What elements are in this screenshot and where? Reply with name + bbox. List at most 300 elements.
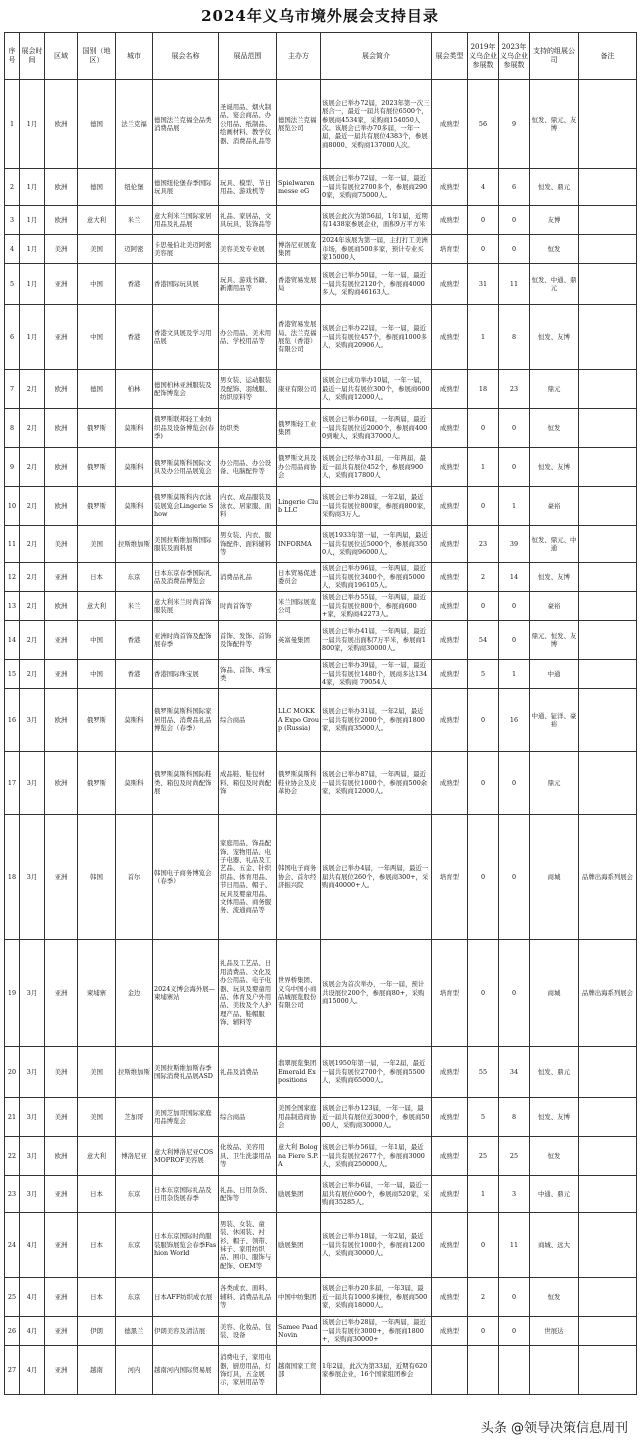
table-header-row: [5, 33, 637, 80]
count-2023-cell: 14: [499, 563, 530, 592]
company-cell: 鼎元、恒发、友博: [530, 621, 579, 660]
note-cell: [579, 235, 637, 264]
count-2023-cell: 9: [499, 80, 530, 169]
scope-cell: 时尚首饰等: [219, 592, 277, 621]
header-cell: 展会名称: [153, 33, 219, 80]
month-cell: 3月: [20, 815, 45, 940]
company-cell: 恒发、鼎元: [530, 169, 579, 206]
month-cell: 2月: [20, 370, 45, 409]
region-cell: 欧洲: [45, 370, 78, 409]
city-cell: 米兰: [116, 206, 153, 235]
country-cell: 美国: [78, 526, 116, 563]
seq-cell: 25: [5, 1278, 20, 1317]
type-cell: 成熟型: [432, 448, 468, 487]
company-cell: 恒发: [530, 1137, 579, 1176]
intro-cell: 该展会为首次举办，一年一届，预计共设展位200个，参展商80+，采购商15000人。: [321, 940, 432, 1047]
note-cell: [579, 660, 637, 689]
scope-cell: 礼品、家居品，文具玩具，装饰品等: [219, 206, 277, 235]
intro-cell: 该展会已举办18届，一年2届，最近一届共有展位1000个，参展商1200人，采购商30000人。: [321, 1213, 432, 1278]
region-cell: 欧洲: [45, 169, 78, 206]
region-cell: 亚洲: [45, 815, 78, 940]
table-row: [5, 80, 637, 169]
region-cell: 欧洲: [45, 752, 78, 815]
header-cell: 2023年义乌企业参展数: [499, 33, 530, 80]
intro-cell: 该展会已经举办31届，一年两届，最近一届共有展位452个，参展商900人，采购商17800人: [321, 448, 432, 487]
region-cell: 美洲: [45, 1047, 78, 1098]
seq-cell: 27: [5, 1346, 20, 1395]
country-cell: 意大利: [78, 206, 116, 235]
organizer-cell: 美国全国家庭用品制造商协会: [277, 1098, 321, 1137]
seq-cell: 2: [5, 169, 20, 206]
fair-name-cell: 俄罗斯联邦轻工业纺织品及设备博览会(春季): [153, 409, 219, 448]
table-row: [5, 940, 637, 1047]
table-row: [5, 206, 637, 235]
organizer-cell: 英富曼集团: [277, 621, 321, 660]
scope-cell: 办公用品、美术用品、学校用品等: [219, 305, 277, 370]
city-cell: 莫斯科: [116, 448, 153, 487]
scope-cell: 消费品礼品: [219, 563, 277, 592]
region-cell: 欧洲: [45, 592, 78, 621]
region-cell: 亚洲: [45, 940, 78, 1047]
organizer-cell: 励展集团: [277, 1176, 321, 1213]
seq-cell: 13: [5, 592, 20, 621]
seq-cell: 17: [5, 752, 20, 815]
city-cell: 东京: [116, 1213, 153, 1278]
month-cell: 4月: [20, 1278, 45, 1317]
table-row: [5, 660, 637, 689]
note-cell: [579, 264, 637, 305]
month-cell: 1月: [20, 235, 45, 264]
fair-name-cell: 越南河内国际贸易展: [153, 1346, 219, 1395]
country-cell: 德国: [78, 169, 116, 206]
company-cell: 友博: [530, 206, 579, 235]
scope-cell: 美容美发专业展: [219, 235, 277, 264]
city-cell: 法兰克福: [116, 80, 153, 169]
country-cell: 伊朗: [78, 1317, 116, 1346]
city-cell: 德黑兰: [116, 1317, 153, 1346]
seq-cell: 7: [5, 370, 20, 409]
seq-cell: 3: [5, 206, 20, 235]
city-cell: 莫斯科: [116, 752, 153, 815]
fair-name-cell: 意大利米兰时尚首饰服装展: [153, 592, 219, 621]
header-cell: 2019年义乌企业参展数: [468, 33, 499, 80]
organizer-cell: 世界桥集团、义乌中国小商品城展览股份有限公司: [277, 940, 321, 1047]
company-cell: 恒发、友博: [530, 1098, 579, 1137]
scope-cell: 圣诞用品、烟火制品、宴会商品、办公用品、纸制品、绘画材料、教学仪器、消费品礼品等: [219, 80, 277, 169]
intro-cell: 该展会已成功举办10届，一年一届，最近一届共有展位300个，参展商600人，采购商12000人。: [321, 370, 432, 409]
organizer-cell: 翡翠展览集团 Emerald Expositions: [277, 1047, 321, 1098]
region-cell: 亚洲: [45, 660, 78, 689]
count-2023-cell: 0: [499, 621, 530, 660]
month-cell: 3月: [20, 689, 45, 752]
company-cell: 世展达: [530, 1317, 579, 1346]
country-cell: 美国: [78, 235, 116, 264]
city-cell: 米兰: [116, 592, 153, 621]
count-2019-cell: 56: [468, 80, 499, 169]
count-2019-cell: 0: [468, 1213, 499, 1278]
company-cell: 恒发、鼎元、友博: [530, 80, 579, 169]
city-cell: 迈阿密: [116, 235, 153, 264]
intro-cell: 该展会已举办72届，一年一届，最近一届共有展位2700多个，参展商2900家，采购商75000人。: [321, 169, 432, 206]
month-cell: 2月: [20, 592, 45, 621]
month-cell: 3月: [20, 1047, 45, 1098]
country-cell: 日本: [78, 563, 116, 592]
organizer-cell: 越南国家工贸部: [277, 1346, 321, 1395]
seq-cell: 15: [5, 660, 20, 689]
month-cell: 1月: [20, 305, 45, 370]
month-cell: 4月: [20, 1346, 45, 1395]
type-cell: 培育型: [432, 940, 468, 1047]
fair-name-cell: 伊朗美容及清洁展: [153, 1317, 219, 1346]
count-2023-cell: 0: [499, 235, 530, 264]
note-cell: [579, 370, 637, 409]
seq-cell: 6: [5, 305, 20, 370]
region-cell: 亚洲: [45, 563, 78, 592]
count-2019-cell: 23: [468, 526, 499, 563]
fair-name-cell: 俄罗斯莫斯科国际家居用品、消费品礼品博览会（春季）: [153, 689, 219, 752]
country-cell: 俄罗斯: [78, 409, 116, 448]
fair-name-cell: 意大利米兰国际家居用品及礼品展: [153, 206, 219, 235]
count-2019-cell: 1: [468, 1176, 499, 1213]
scope-cell: 首饰、发饰、首饰及饰配件等: [219, 621, 277, 660]
region-cell: 亚洲: [45, 1317, 78, 1346]
table-row: [5, 1098, 637, 1137]
scope-cell: 玩具、游戏书籍、新潮用品等: [219, 264, 277, 305]
count-2023-cell: 25: [499, 1137, 530, 1176]
fair-name-cell: 俄罗斯莫斯科国际文具及办公用品展览会: [153, 448, 219, 487]
seq-cell: 10: [5, 487, 20, 526]
fair-name-cell: 日本AFF纺织成衣展: [153, 1278, 219, 1317]
intro-cell: 该展会已举办96届，一年两届，最近一届共有展位3400个，参展商5000人，采购商196105人。: [321, 563, 432, 592]
scope-cell: 礼品、日用杂货、配饰等: [219, 1176, 277, 1213]
count-2019-cell: [468, 1346, 499, 1395]
company-cell: 恒发、友博: [530, 305, 579, 370]
seq-cell: 14: [5, 621, 20, 660]
count-2023-cell: 1: [499, 487, 530, 526]
count-2019-cell: 0: [468, 592, 499, 621]
type-cell: [432, 1346, 468, 1395]
organizer-cell: 日本贸易促进委员会: [277, 563, 321, 592]
organizer-cell: LLC MOKKA Expo Group (Russia): [277, 689, 321, 752]
fair-name-cell: 美国拉斯维加斯春季国际消费礼品展ASD: [153, 1047, 219, 1098]
count-2019-cell: 2: [468, 563, 499, 592]
fair-name-cell: 意大利博洛尼亚COSMOPROF美容展: [153, 1137, 219, 1176]
intro-cell: 该展会已举办60届，一年两届，最近一届共有展位近2000个，参展商4000到啦人，采购商37000人。: [321, 409, 432, 448]
note-cell: [579, 80, 637, 169]
header-cell: 备注: [579, 33, 637, 80]
scope-cell: 饰品、首饰、珠宝类: [219, 660, 277, 689]
month-cell: 2月: [20, 409, 45, 448]
scope-cell: 各类成衣、面料、辅料、消费品礼品等: [219, 1278, 277, 1317]
scope-cell: 礼品及消费品: [219, 1047, 277, 1098]
month-cell: 2月: [20, 660, 45, 689]
country-cell: 俄罗斯: [78, 752, 116, 815]
note-cell: [579, 1098, 637, 1137]
note-cell: [579, 169, 637, 206]
type-cell: 成熟型: [432, 660, 468, 689]
intro-cell: 该展会已举办6届，一年一届，最近一届共有展位600个，参展商520家，采购商35285人。: [321, 1176, 432, 1213]
fair-name-cell: 日本东京国际礼品及日用杂货展春季: [153, 1176, 219, 1213]
month-cell: 1月: [20, 264, 45, 305]
count-2023-cell: 3: [499, 1176, 530, 1213]
intro-cell: 该展会已举办28届，一年两届，最近一届共有展位3000+，参展商1800+，采购商30000+: [321, 1317, 432, 1346]
organizer-cell: INFORMA: [277, 526, 321, 563]
type-cell: 成熟型: [432, 206, 468, 235]
month-cell: 2月: [20, 563, 45, 592]
scope-cell: 纺织类: [219, 409, 277, 448]
city-cell: 香港: [116, 305, 153, 370]
region-cell: 亚洲: [45, 621, 78, 660]
organizer-cell: 励展集团: [277, 1213, 321, 1278]
count-2019-cell: 5: [468, 1098, 499, 1137]
city-cell: 莫斯科: [116, 487, 153, 526]
organizer-cell: 香港贸易发展局、法兰克福展览（香港）有限公司: [277, 305, 321, 370]
intro-cell: 2024年该展为第一届，主打打工美洲市场，参展商500多家，预计专业买家15000人: [321, 235, 432, 264]
organizer-cell: 俄罗斯文具及办公用品商协会: [277, 448, 321, 487]
table-row: [5, 1047, 637, 1098]
intro-cell: 1年2届，此次为第33届，近期有620家参展企业，16个国家组团参会: [321, 1346, 432, 1395]
company-cell: 中通、鼎元: [530, 1176, 579, 1213]
type-cell: 成熟型: [432, 487, 468, 526]
header-cell: 展品范围: [219, 33, 277, 80]
count-2023-cell: 16: [499, 689, 530, 752]
seq-cell: 24: [5, 1213, 20, 1278]
count-2023-cell: 11: [499, 1213, 530, 1278]
count-2023-cell: [499, 1346, 530, 1395]
month-cell: 2月: [20, 487, 45, 526]
count-2023-cell: 0: [499, 1317, 530, 1346]
table-row: [5, 448, 637, 487]
count-2019-cell: 31: [468, 264, 499, 305]
company-cell: 恒发、友博: [530, 448, 579, 487]
table-row: [5, 621, 637, 660]
table-row: [5, 1346, 637, 1395]
organizer-cell: 米兰国际展览公司: [277, 592, 321, 621]
company-cell: 商城: [530, 815, 579, 940]
country-cell: 德国: [78, 80, 116, 169]
intro-cell: 该展会已举办41届，一年两届，最近一届共有展出面积7万平米，参展商1800家，采购商30000人。: [321, 621, 432, 660]
seq-cell: 19: [5, 940, 20, 1047]
header-cell: 区域: [45, 33, 78, 80]
note-cell: [579, 592, 637, 621]
company-cell: 恒发、中通、鼎元: [530, 264, 579, 305]
seq-cell: 1: [5, 80, 20, 169]
note-cell: [579, 448, 637, 487]
scope-cell: 男女装、运动服装及配饰、羽绒服、纺织原料等: [219, 370, 277, 409]
fair-name-cell: 德国法兰克福全品类消费品展: [153, 80, 219, 169]
count-2019-cell: 2: [468, 1278, 499, 1317]
region-cell: 亚洲: [45, 264, 78, 305]
fair-name-cell: 美国芝加哥国际家庭用品博览会: [153, 1098, 219, 1137]
intro-cell: 该展会已举办55届，一年两届，最近一届共有展位800个，参展商600+家，采购商42273人。: [321, 592, 432, 621]
count-2023-cell: 0: [499, 448, 530, 487]
type-cell: 成熟型: [432, 563, 468, 592]
type-cell: 成熟型: [432, 169, 468, 206]
note-cell: [579, 1176, 637, 1213]
organizer-cell: 韩国电子商务协会、首尔经济振兴院: [277, 815, 321, 940]
country-cell: 美国: [78, 1047, 116, 1098]
fair-name-cell: 俄罗斯莫斯科内衣泳装展览会Lingerie Show: [153, 487, 219, 526]
seq-cell: 4: [5, 235, 20, 264]
type-cell: 成熟型: [432, 1278, 468, 1317]
table-row: [5, 169, 637, 206]
month-cell: 3月: [20, 1176, 45, 1213]
city-cell: 芝加哥: [116, 1098, 153, 1137]
scope-cell: 家庭用品、饰品配饰、宠物用品、电子电器、礼品及工艺品、五金、针织织品、体育用品、节日用品、帽子、玩具及婴童用品、文体用品、商务服务、流通商品等: [219, 815, 277, 940]
count-2023-cell: 6: [499, 169, 530, 206]
seq-cell: 23: [5, 1176, 20, 1213]
month-cell: 1月: [20, 80, 45, 169]
intro-cell: 该展会已举办56届，一年1届，最近一届共有展位2677个，参展商3000人，采购商250000人。: [321, 1137, 432, 1176]
fair-name-cell: 香港国际玩具展: [153, 264, 219, 305]
city-cell: 拉斯维加斯: [116, 1047, 153, 1098]
note-cell: [579, 1137, 637, 1176]
scope-cell: 成品鞋、鞋包材料、箱包及时尚配饰: [219, 752, 277, 815]
intro-cell: 该展会已举办72届，2023年第一次三展合一，最近一届共有展位6500个，参展商4534家，采购商154050人次。该展会已举办70多届，一年一届，最近一届共有展位4383个，参展商8000、采购商137000人次。: [321, 80, 432, 169]
note-cell: 品牌出海系列展会: [579, 940, 637, 1047]
table-row: [5, 487, 637, 526]
region-cell: 欧洲: [45, 206, 78, 235]
month-cell: 1月: [20, 206, 45, 235]
country-cell: 中国: [78, 660, 116, 689]
count-2023-cell: 0: [499, 815, 530, 940]
type-cell: 成熟型: [432, 1176, 468, 1213]
count-2023-cell: 0: [499, 206, 530, 235]
city-cell: 博洛尼亚: [116, 1137, 153, 1176]
month-cell: 3月: [20, 1137, 45, 1176]
count-2023-cell: 34: [499, 1047, 530, 1098]
scope-cell: 综合商品: [219, 1098, 277, 1137]
region-cell: 美洲: [45, 235, 78, 264]
note-cell: [579, 752, 637, 815]
city-cell: 莫斯科: [116, 689, 153, 752]
organizer-cell: 中国中纺集团: [277, 1278, 321, 1317]
company-cell: 中通、钲洋、豪裕: [530, 689, 579, 752]
table-row: [5, 370, 637, 409]
scope-cell: 礼品及工艺品、日用消费品、文化及办公用品、电子电器、玩具及婴童用品、体育及户外用品、美妆及个人护理产品、鞋帽服饰、辅料等: [219, 940, 277, 1047]
type-cell: 成熟型: [432, 305, 468, 370]
count-2023-cell: 0: [499, 409, 530, 448]
table-row: [5, 235, 637, 264]
country-cell: 日本: [78, 1176, 116, 1213]
intro-cell: 该展会此次为第56届，1年1届，近期有1438家参展企业，面积9万平方米: [321, 206, 432, 235]
fair-name-cell: 2024义博会海外展—柬埔寨站: [153, 940, 219, 1047]
company-cell: 恒发: [530, 1278, 579, 1317]
fair-name-cell: 香港国际珠宝展: [153, 660, 219, 689]
count-2019-cell: 0: [468, 752, 499, 815]
header-cell: 国别（地区）: [78, 33, 116, 80]
city-cell: 莫斯科: [116, 409, 153, 448]
type-cell: 成熟型: [432, 370, 468, 409]
city-cell: 东京: [116, 563, 153, 592]
note-cell: [579, 409, 637, 448]
seq-cell: 16: [5, 689, 20, 752]
count-2023-cell: 39: [499, 526, 530, 563]
count-2023-cell: 8: [499, 305, 530, 370]
header-cell: 支持的组展公司: [530, 33, 579, 80]
watermark: 头条 @领导决策信息周刊: [477, 1416, 632, 1437]
note-cell: [579, 526, 637, 563]
seq-cell: 5: [5, 264, 20, 305]
intro-cell: 该展会已举办50届，一年一届，最近一届共有展位2120个，参展商4000多人，采购商46163人。: [321, 264, 432, 305]
seq-cell: 21: [5, 1098, 20, 1137]
city-cell: 金边: [116, 940, 153, 1047]
company-cell: 恒发: [530, 409, 579, 448]
note-cell: [579, 1346, 637, 1395]
type-cell: 成熟型: [432, 752, 468, 815]
intro-cell: 该展会已举办39届，一年一届，最近一届共有展位1480个，展商多达1344家，采购商 79054人: [321, 660, 432, 689]
count-2019-cell: 0: [468, 1317, 499, 1346]
region-cell: 美洲: [45, 1098, 78, 1137]
organizer-cell: [277, 206, 321, 235]
seq-cell: 11: [5, 526, 20, 563]
scope-cell: 男女装、内衣、服饰配件、面料辅料等: [219, 526, 277, 563]
type-cell: 成熟型: [432, 80, 468, 169]
header-cell: 展会时间: [20, 33, 45, 80]
region-cell: 欧洲: [45, 80, 78, 169]
note-cell: [579, 1213, 637, 1278]
type-cell: 成熟型: [432, 1137, 468, 1176]
table-row: [5, 592, 637, 621]
header-cell: 城市: [116, 33, 153, 80]
city-cell: 首尔: [116, 815, 153, 940]
seq-cell: 12: [5, 563, 20, 592]
note-cell: [579, 621, 637, 660]
country-cell: 韩国: [78, 815, 116, 940]
organizer-cell: [277, 660, 321, 689]
organizer-cell: 康亚有限公司: [277, 370, 321, 409]
fair-name-cell: 香港文具展及学习用品展: [153, 305, 219, 370]
seq-cell: 22: [5, 1137, 20, 1176]
region-cell: 欧洲: [45, 409, 78, 448]
count-2023-cell: 1: [499, 660, 530, 689]
count-2023-cell: 0: [499, 940, 530, 1047]
region-cell: 亚洲: [45, 1176, 78, 1213]
table-row: [5, 752, 637, 815]
table-row: [5, 1137, 637, 1176]
city-cell: 河内: [116, 1346, 153, 1395]
country-cell: 越南: [78, 1346, 116, 1395]
table-row: [5, 1317, 637, 1346]
company-cell: 商城、远大: [530, 1213, 579, 1278]
table-row: [5, 1176, 637, 1213]
scope-cell: 男装、女装、童装、休闲装、衬衫、帽子、领带、袜子、家用纺织品、围巾、服饰与配饰、OEM等: [219, 1213, 277, 1278]
count-2019-cell: 1: [468, 305, 499, 370]
month-cell: 3月: [20, 940, 45, 1047]
company-cell: 恒发: [530, 235, 579, 264]
fair-name-cell: 日本东京国际时尚服装服饰展览会春季Fashion World: [153, 1213, 219, 1278]
count-2019-cell: 1: [468, 448, 499, 487]
country-cell: 中国: [78, 264, 116, 305]
company-cell: 鼎元: [530, 370, 579, 409]
country-cell: 德国: [78, 370, 116, 409]
note-cell: [579, 1278, 637, 1317]
note-cell: [579, 1317, 637, 1346]
type-cell: 成熟型: [432, 592, 468, 621]
type-cell: 成熟型: [432, 621, 468, 660]
fair-name-cell: 德国纽伦堡春季国际玩具展: [153, 169, 219, 206]
intro-cell: 该展会已举办20多届，一年3届，最近一届共有1000多摊位，参展商500家，采购商18000人。: [321, 1278, 432, 1317]
count-2023-cell: 8: [499, 1098, 530, 1137]
organizer-cell: 俄罗斯轻工业集团: [277, 409, 321, 448]
region-cell: 欧洲: [45, 487, 78, 526]
month-cell: 3月: [20, 752, 45, 815]
country-cell: 俄罗斯: [78, 487, 116, 526]
company-cell: [530, 1346, 579, 1395]
count-2023-cell: 23: [499, 370, 530, 409]
city-cell: 香港: [116, 660, 153, 689]
company-cell: 鼎元: [530, 752, 579, 815]
